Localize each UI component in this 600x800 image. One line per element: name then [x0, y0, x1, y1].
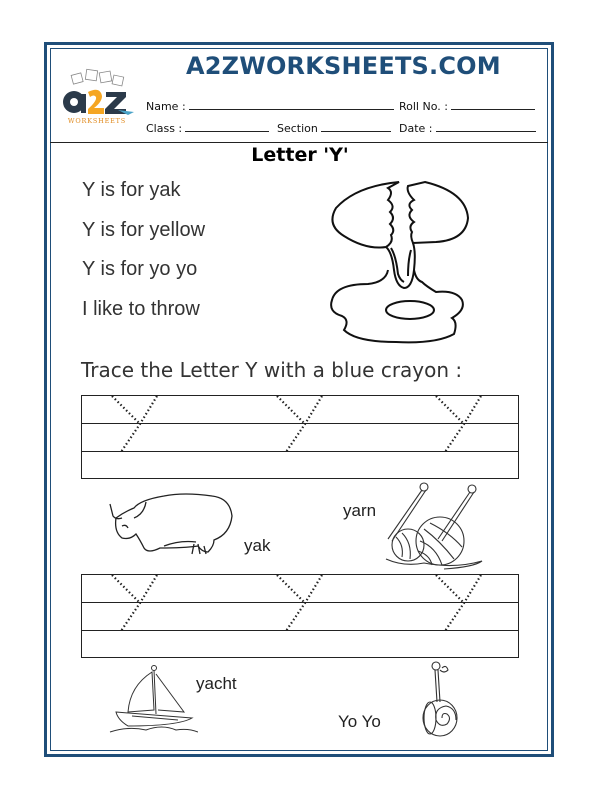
- cracked-egg-icon: [326, 170, 470, 346]
- name-label: Name :: [146, 100, 186, 113]
- header-divider: [50, 142, 548, 143]
- label-yarn: yarn: [343, 501, 377, 520]
- class-label: Class :: [146, 122, 183, 135]
- section-label: Section: [277, 122, 318, 135]
- trace-area-1[interactable]: [81, 395, 519, 479]
- label-yak: yak: [244, 536, 271, 555]
- roll-no-field[interactable]: [399, 99, 535, 113]
- label-yacht: yacht: [196, 674, 237, 693]
- yacht-icon: [108, 664, 198, 736]
- svg-text:WORKSHEETS: WORKSHEETS: [67, 117, 127, 125]
- section-field[interactable]: [277, 121, 391, 135]
- name-field[interactable]: [146, 99, 394, 113]
- a2z-logo-icon: [58, 68, 136, 126]
- sentence-4: I like to throw: [82, 298, 200, 320]
- yarn-icon: [384, 481, 496, 571]
- trace-instruction: Trace the Letter Y with a blue crayon :: [81, 358, 463, 382]
- label-yoyo: Yo Yo: [338, 712, 381, 731]
- trace-area-2[interactable]: [81, 574, 519, 658]
- dotted-letter-y-icon: [82, 396, 520, 480]
- yak-icon: [104, 488, 240, 560]
- class-field[interactable]: [146, 121, 269, 135]
- sentence-2: Y is for yellow: [82, 219, 206, 241]
- yoyo-icon: [418, 660, 462, 740]
- roll-no-label: Roll No. :: [399, 100, 448, 113]
- worksheet-title: Letter 'Y': [251, 144, 349, 166]
- sentence-3: Y is for yo yo: [82, 258, 198, 280]
- date-label: Date :: [399, 122, 433, 135]
- sentence-1: Y is for yak: [82, 179, 181, 201]
- site-title: A2ZWORKSHEETS.COM: [186, 52, 501, 80]
- dotted-letter-y-icon: [82, 575, 520, 659]
- date-field[interactable]: [399, 121, 536, 135]
